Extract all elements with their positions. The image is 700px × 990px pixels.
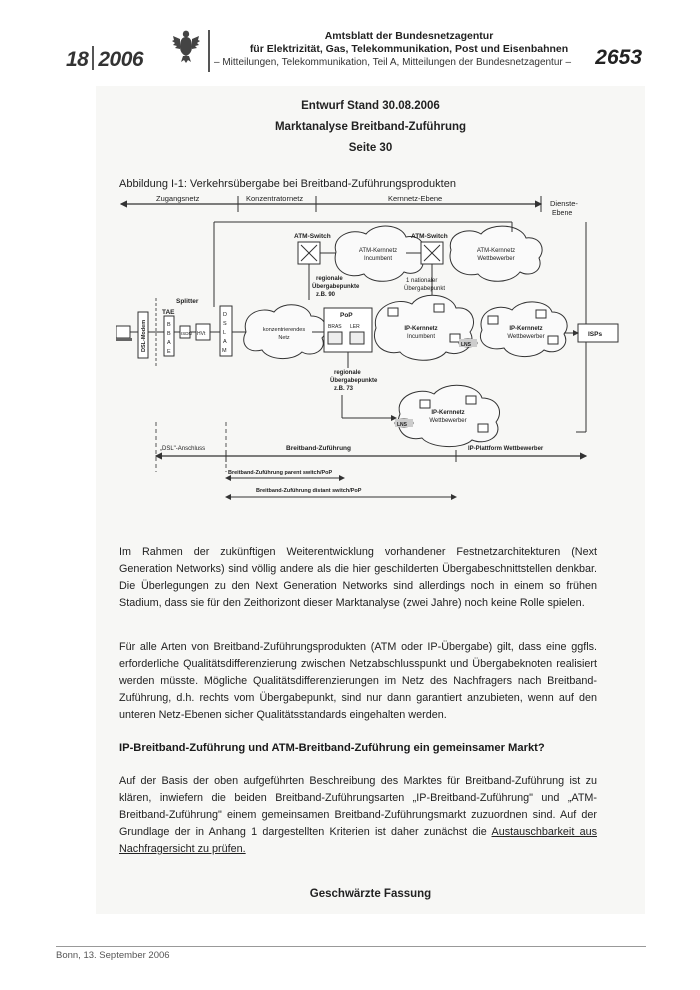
dslam-l2: S — [223, 321, 227, 327]
bbae-label-3: A — [167, 340, 171, 346]
dsl-connection-label: „DSL"-Anschluss — [160, 446, 206, 452]
dslam-l4: A — [223, 339, 227, 345]
pop-small — [434, 304, 444, 312]
ip-platform-label: IP-Plattform Wettbewerber — [468, 446, 544, 452]
paragraph-ngn: Im Rahmen der zukünftigen Weiterentwicklung vorhandener Festnetzarchitekturen (Next Generation Networks) sind völlig andere als die hier geschilderten Übergabeschnittstellen denkbar. Die Überlegungen zu den Next Generation Networks sind allerdings noch in einem so frühen Stadium, dass sie für den Zeithorizont dieser Marktanalyse (zwei Jahre) noch keine Rolle spielen. — [119, 546, 597, 609]
bbae-label-4: E — [167, 349, 171, 355]
national-handover-l2: Übergabepunkt — [404, 286, 446, 292]
concentrator-l1: konzentrierendes — [262, 327, 306, 333]
header-divider — [208, 30, 210, 72]
level-concentrator: Konzentratornetz — [246, 194, 304, 203]
regional-ip-l2: Übergabepunkte — [330, 378, 378, 384]
lns-label: LNS — [461, 342, 471, 348]
atm-core-incumbent-l1: ATM-Kernnetz — [358, 248, 398, 254]
isps-label: ISPs — [588, 331, 603, 338]
pop-small — [466, 396, 476, 404]
analysis-title: Marktanalyse Breitband-Zuführung — [274, 121, 467, 133]
splitter-label: Splitter — [176, 298, 199, 305]
dslam-l5: M — [222, 348, 227, 354]
pop-small — [536, 310, 546, 318]
ler-box — [350, 332, 364, 344]
gazette-section: – Mitteilungen, Telekommunikation, Teil A, Mitteilungen der Bundesnetzagentur – — [214, 57, 572, 68]
bbae-label-2: B — [167, 331, 171, 337]
pop-small — [478, 424, 488, 432]
hvt-label: HVt — [197, 331, 206, 337]
pop-small — [488, 316, 498, 324]
issue-year: 2006 — [98, 48, 144, 71]
computer-icon — [116, 326, 130, 338]
national-handover-l1: 1 nationaler — [406, 278, 438, 284]
atm-switch-label: ATM-Switch — [294, 233, 331, 240]
substitutability-link: Austauschbarkeit aus Nachfragersicht zu prüfen. — [119, 826, 597, 855]
pop-label: PoP — [340, 312, 353, 319]
regional-ip-l3: z.B. 73 — [334, 386, 354, 392]
network-diagram — [116, 192, 636, 522]
concentrator-l2: Netz — [278, 335, 290, 341]
pop-small — [388, 308, 398, 316]
footer-place-date: Bonn, 13. September 2006 — [56, 950, 170, 961]
regional-ip-l1: regionale — [334, 370, 361, 376]
gazette-subtitle: für Elektrizität, Gas, Telekommunikation, Post und Eisenbahnen — [249, 43, 569, 55]
footer-rule — [56, 946, 646, 947]
broadband-feed-label: Breitband-Zuführung — [286, 445, 351, 452]
pop-small — [420, 400, 430, 408]
ip-core-lower-l2: Wettbewerber — [429, 418, 467, 424]
gazette-title: Amtsblatt der Bundesnetzagentur — [324, 30, 494, 42]
ip-core-lower-l1: IP-Kernnetz — [431, 410, 465, 416]
figure-caption: Abbildung I-1: Verkehrsübergabe bei Breitband-Zuführungsprodukten — [119, 178, 456, 190]
pop-small — [548, 336, 558, 344]
inner-page-label: Seite 30 — [348, 142, 393, 154]
ip-core-competitor-l1: IP-Kernnetz — [509, 326, 543, 332]
regional-handover-l3: z.B. 90 — [316, 292, 336, 298]
ler-label: LER — [350, 324, 360, 330]
ip-core-incumbent-l2: Incumbent — [406, 334, 436, 340]
paragraph-market — [119, 773, 597, 858]
computer-base — [116, 338, 132, 341]
parent-switch-label: Breitband-Zuführung parent switch/PoP — [228, 470, 333, 476]
ip-core-incumbent-l1: IP-Kernnetz — [404, 326, 438, 332]
bras-label: BRAS — [328, 324, 342, 330]
draft-title: Entwurf Stand 30.08.2006 — [301, 100, 440, 112]
issue-number — [66, 46, 143, 72]
level-core: Kernnetz-Ebene — [388, 194, 443, 203]
bbae-label-1: B — [167, 322, 171, 328]
tae-label: TAE — [162, 309, 175, 316]
atm-switch-label-2: ATM-Switch — [411, 233, 448, 240]
redacted-version-label: Geschwärzte Fassung — [309, 888, 432, 900]
lns-label-lower: LNS — [397, 422, 407, 428]
distant-switch-label: Breitband-Zuführung distant switch/PoP — [256, 488, 362, 494]
level-access: Zugangsnetz — [156, 194, 200, 203]
federal-eagle-icon — [172, 28, 200, 64]
pop-small — [450, 334, 460, 342]
regional-handover-l1: regionale — [316, 276, 343, 282]
level-service-2: Ebene — [552, 210, 573, 217]
section-heading: IP-Breitband-Zuführung und ATM-Breitband-Zuführung ein gemeinsamer Markt? — [119, 742, 545, 754]
issue-number-value: 18 — [66, 48, 89, 71]
ip-core-competitor-l2: Wettbewerber — [507, 334, 545, 340]
paragraph-market-text: Auf der Basis der oben aufgeführten Beschreibung des Marktes für Breitband-Zuführung ist zu klären, inwiefern die beiden Breitband-Zuführungsarten „IP-Breitband-Zuführung" und „ATM-Breitband-Zuführung" einem gemeinsamen Breitband-Zuführungsmarkt zuzuordnen sind. Auf der Grundlage der in Anhang 1 dargestellten Kriterien ist daher zunächst die — [119, 775, 597, 838]
dsl-modem-label: DSL-Modem — [141, 319, 147, 352]
atm-core-competitor-l2: Wettbewerber — [477, 256, 515, 262]
isdn-label: ISDN — [181, 331, 192, 336]
dslam-l3: L — [223, 330, 227, 336]
scanned-document — [96, 86, 645, 914]
atm-core-incumbent-l2: Incumbent — [363, 256, 393, 262]
regional-handover-l2: Übergabepunkte — [312, 284, 360, 290]
paragraph-quality: Für alle Arten von Breitband-Zuführungsprodukten (ATM oder IP-Übergabe) gilt, dass eine ggfls. erforderliche Qualitätsdifferenzierung zwischen Netzabschlusspunkt und Übergabeknoten realisiert werden müsste. Mögliche Qualitätsdifferenzierungen im Netz des Nachfragers nach Breitband-Zuführung, d.h. rechts vom Übergabepunkt, sind nur dann garantiert anzubieten, wenn auf den unteren Netz-Ebenen sicher Qualitätsstandards eingehalten werden. — [119, 641, 597, 721]
atm-core-competitor-l1: ATM-Kernnetz — [476, 248, 516, 254]
issue-separator — [92, 46, 94, 70]
bras-box — [328, 332, 342, 344]
level-service-1: Dienste- — [550, 199, 578, 208]
page-number: 2653 — [595, 46, 642, 69]
dslam-l1: D — [223, 312, 227, 318]
